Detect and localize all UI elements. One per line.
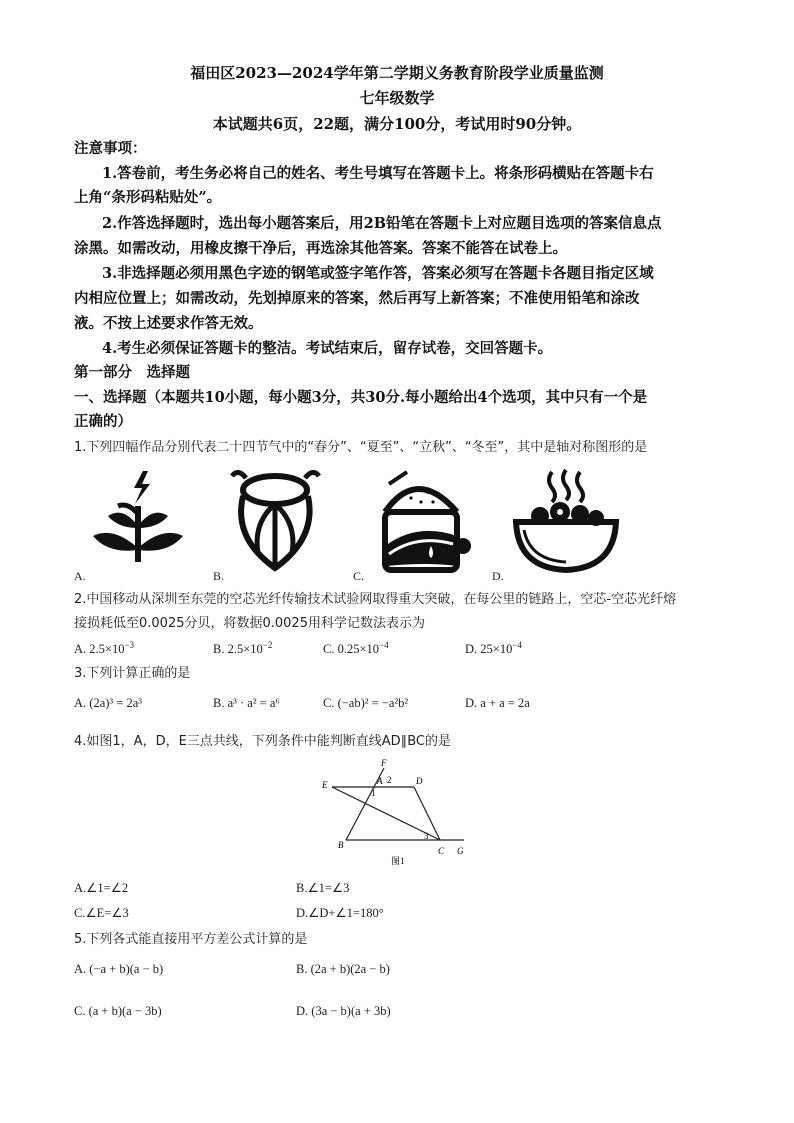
q5-option-b: B. (2a + b)(2a − b) [296,962,390,976]
exam-title: 福田区2023—2024学年第二学期义务教育阶段学业质量监测 [190,64,604,82]
q5-option-a: A. (−a + b)(a − b) [74,962,164,976]
question-5-stem: 5.下列各式能直接用平方差公式计算的是 [74,932,308,947]
option-b-label: B. [213,569,225,583]
notice-line: 上角“条形码粘贴处”。 [74,189,222,206]
section-heading: 一、选择题（本题共10小题，每小题3分，共30分.每小题给出4个选项，其中只有一个是 [74,389,648,406]
q5-option-c: C. (a + b)(a − 3b) [74,1004,162,1018]
notice-line: 液。不按上述要求作答无效。 [74,315,263,332]
q4-option-d: D.∠D+∠1=180° [296,906,384,920]
q4-option-a: A.∠1=∠2 [74,881,129,895]
point-g-label: G [457,846,464,856]
notice-line: 3.非选择题必须用黑色字迹的钢笔或签字笔作答，答案必须写在答题卡各题目指定区域 [102,265,654,282]
winter-solstice-figure [510,468,622,574]
notice-heading: 注意事项： [74,140,147,157]
point-c-label: C [438,846,445,856]
q2-option-c: C. $0.25\times 10^{-4}$ [323,640,389,657]
point-d-label: D [416,776,423,786]
notice-line: 内相应位置上；如需改动，先划掉原来的答案，然后再写上新答案；不准使用铅笔和涂改 [74,290,640,307]
question-4-stem: 4.如图1，A，D，E三点共线，下列条件中能判断直线AD∥BC的是 [74,734,451,749]
q3-option-b: B. a³ · a² = a⁶ [213,696,280,710]
notice-line: 2.作答选择题时，选出每小题答案后，用2B铅笔在答题卡上对应题目选项的答案信息点 [102,215,662,232]
question-2-stem: 2.中国移动从深圳至东莞的空芯光纤传输技术试验网取得重大突破，在每公里的链路上，空芯-空芯光纤熔 [74,592,677,607]
q2-option-d: D. $25\times 10^{-4}$ [465,640,522,657]
question-1-stem: 1.下列四幅作品分别代表二十四节气中的“春分”、“夏至”、“立秋”、“冬至”，其中是轴对称图形的是 [74,440,648,455]
point-b-label: B [338,840,344,850]
question-2-stem-cont: 接损耗低至0.0025分贝，将数据0.0025用科学记数法表示为 [74,616,425,631]
figure-1-geometry [318,756,478,868]
q2-option-a: A. $2.5\times 10^{-3}$ [74,640,135,657]
option-c-label: C. [353,569,365,583]
summer-solstice-figure [228,468,323,572]
notice-line: 4.考生必须保证答题卡的整洁。考试结束后，留存试卷，交回答题卡。 [102,340,553,357]
q2-option-b: B. $2.5\times 10^{-2}$ [213,640,273,657]
q4-option-c: C.∠E=∠3 [74,906,129,920]
angle-1-label: 1 [371,788,376,798]
angle-3-label: 3 [424,831,429,841]
q3-option-a: A. (2a)³ = 2a³ [74,696,142,710]
part-heading: 第一部分 选择题 [74,364,190,381]
q4-option-b: B.∠1=∠3 [296,881,350,895]
exam-info: 本试题共6页，22题，满分100分，考试用时90分钟。 [212,115,582,133]
notice-line: 1.答卷前，考生务必将自己的姓名、考生号填写在答题卡上。将条形码横贴在答题卡右 [102,165,654,182]
question-3-stem: 3.下列计算正确的是 [74,666,191,681]
notice-line: 涂黑。如需改动，用橡皮擦干净后，再选涂其他答案。答案不能答在试卷上。 [74,240,567,257]
angle-2-label: 2 [387,775,392,785]
q5-option-d: D. (3a − b)(a + 3b) [296,1004,391,1018]
spring-equinox-figure [88,466,188,571]
exam-subject: 七年级数学 [359,89,435,107]
point-f-label: F [381,758,387,768]
q3-option-d: D. a + a = 2a [465,696,530,710]
figure-1-caption: 图1 [391,856,405,866]
q3-option-c: C. (−ab)² = −a²b² [323,696,409,710]
point-e-label: E [322,780,328,790]
point-a-label: A [377,776,383,786]
section-heading-cont: 正确的） [74,413,132,430]
option-d-label: D. [492,569,504,583]
autumn-start-figure [377,462,473,574]
option-a-label: A. [74,569,86,583]
